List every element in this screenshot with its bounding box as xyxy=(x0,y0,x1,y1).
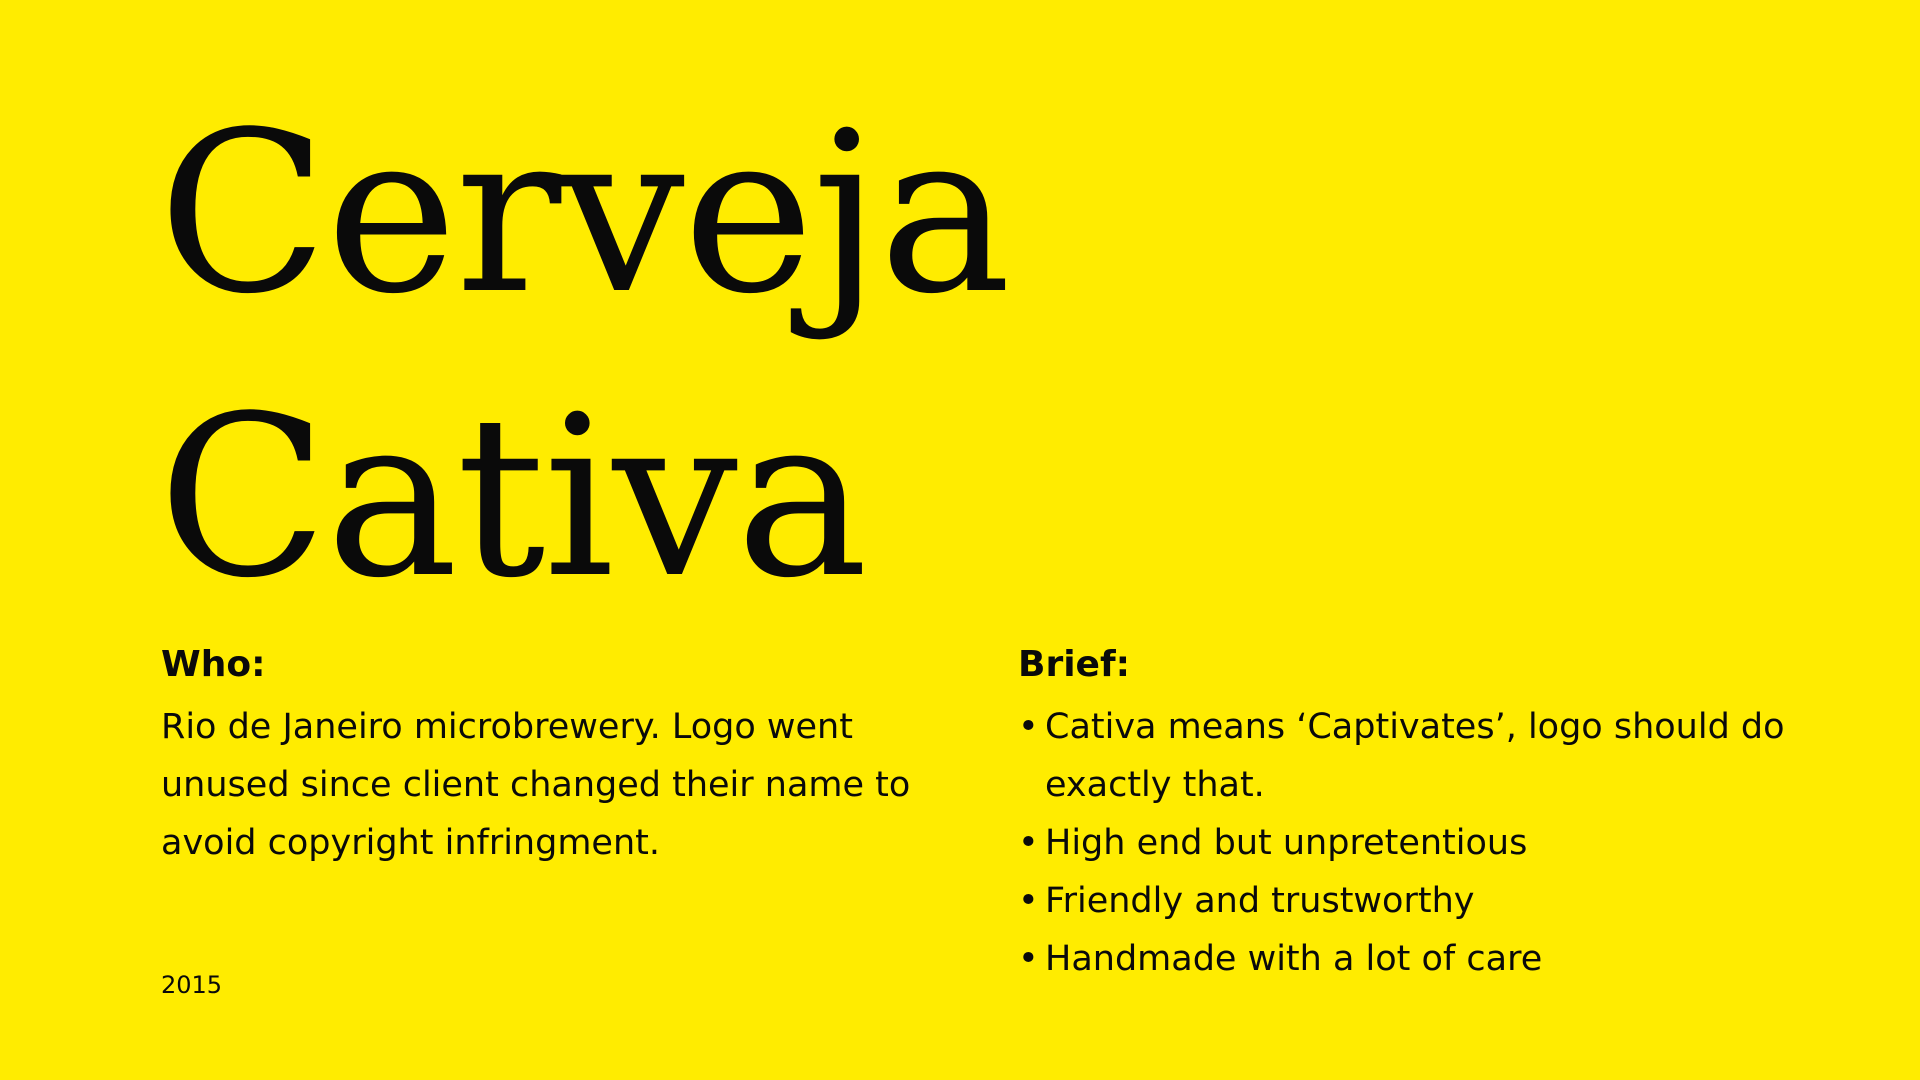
who-description: Rio de Janeiro microbrewery. Logo went unused since client changed their name to avoid copyright infringment. xyxy=(161,707,911,863)
brief-item xyxy=(1018,872,1858,930)
brief-item-text: Handmade with a lot of care xyxy=(1045,939,1543,979)
brief-item-text: High end but unpretentious xyxy=(1045,823,1528,863)
project-title-line-2: Cativa xyxy=(158,369,867,627)
bullet-icon: • xyxy=(1018,707,1039,747)
brief-list xyxy=(1018,698,1858,988)
bullet-icon: • xyxy=(1018,881,1039,921)
bullet-icon: • xyxy=(1018,823,1039,863)
project-title xyxy=(158,72,1009,640)
brief-item xyxy=(1018,814,1858,872)
who-section xyxy=(161,640,961,872)
brief-section xyxy=(1018,640,1858,988)
who-heading: Who: xyxy=(161,644,266,685)
project-title-line-1: Cerveja xyxy=(158,85,1010,343)
brief-item xyxy=(1018,930,1858,988)
brief-item xyxy=(1018,698,1858,814)
brief-heading: Brief: xyxy=(1018,644,1131,685)
brief-item-text: Friendly and trustworthy xyxy=(1045,881,1475,921)
project-year: 2015 xyxy=(161,971,223,999)
bullet-icon: • xyxy=(1018,939,1039,979)
brief-item-text: Cativa means ‘Captivates’, logo should do exactly that. xyxy=(1045,707,1785,805)
